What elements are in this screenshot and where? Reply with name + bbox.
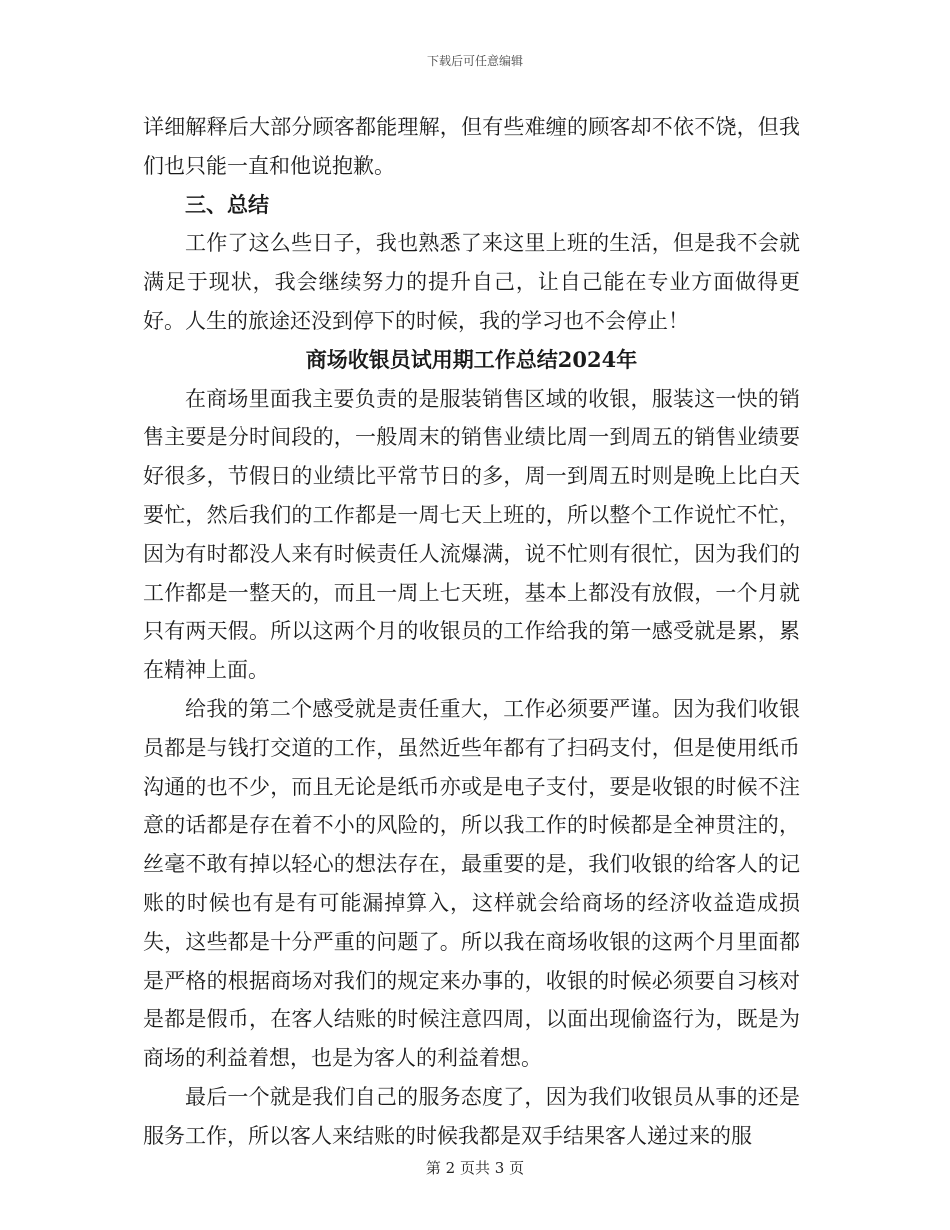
paragraph-3: 最后一个就是我们自己的服务态度了，因为我们收银员从事的还是服务工作，所以客人来结账的时候我都是双手结果客人递过来的服 <box>143 1084 800 1148</box>
paragraph-summary: 工作了这么些日子，我也熟悉了来这里上班的生活，但是我不会就满足于现状，我会继续努力的提升自己，让自己能在专业方面做得更好。人生的旅途还没到停下的时候，我的学习也不会停止！ <box>143 231 800 333</box>
page-number-footer: 第 2 页共 3 页 <box>425 1159 525 1177</box>
document-body <box>143 108 800 1156</box>
paragraph-continued: 详细解释后大部分顾客都能理解，但有些难缠的顾客却不依不饶，但我们也只能一直和他说抱歉。 <box>143 115 800 178</box>
paragraph-1: 在商场里面我主要负责的是服装销售区域的收银，服装这一快的销售主要是分时间段的，一般周末的销售业绩比周一到周五的销售业绩要好很多，节假日的业绩比平常节日的多，周一到周五时则是晚上比白天要忙，然后我们的工作都是一周七天上班的，所以整个工作说忙不忙，因为有时都没人来有时候责任人流爆满，说不忙则有很忙，因为我们的工作都是一整天的，而且一周上七天班，基本上都没有放假，一个月就只有两天假。所以这两个月的收银员的工作给我的第一感受就是累，累在精神上面。 <box>143 386 800 683</box>
section-heading-summary: 三、总结 <box>185 191 269 217</box>
paragraph-2: 给我的第二个感受就是责任重大，工作必须要严谨。因为我们收银员都是与钱打交道的工作，虽然近些年都有了扫码支付，但是使用纸币沟通的也不少，而且无论是纸币亦或是电子支付，要是收银的时候不注意的话都是存在着不小的风险的，所以我工作的时候都是全神贯注的，丝毫不敢有掉以轻心的想法存在，最重要的是，我们收银的给客人的记账的时候也有是有可能漏掉算入，这样就会给商场的经济收益造成损失，这些都是十分严重的问题了。所以我在商场收银的这两个月里面都是严格的根据商场对我们的规定来办事的，收银的时候必须要自习核对是都是假币，在客人结账的时候注意四周，以面出现偷盗行为，既是为商场的利益着想，也是为客人的利益着想。 <box>143 696 800 1071</box>
page-header-note: 下载后可任意编辑 <box>426 54 523 68</box>
document-title: 商场收银员试用期工作总结2024年 <box>305 346 638 372</box>
